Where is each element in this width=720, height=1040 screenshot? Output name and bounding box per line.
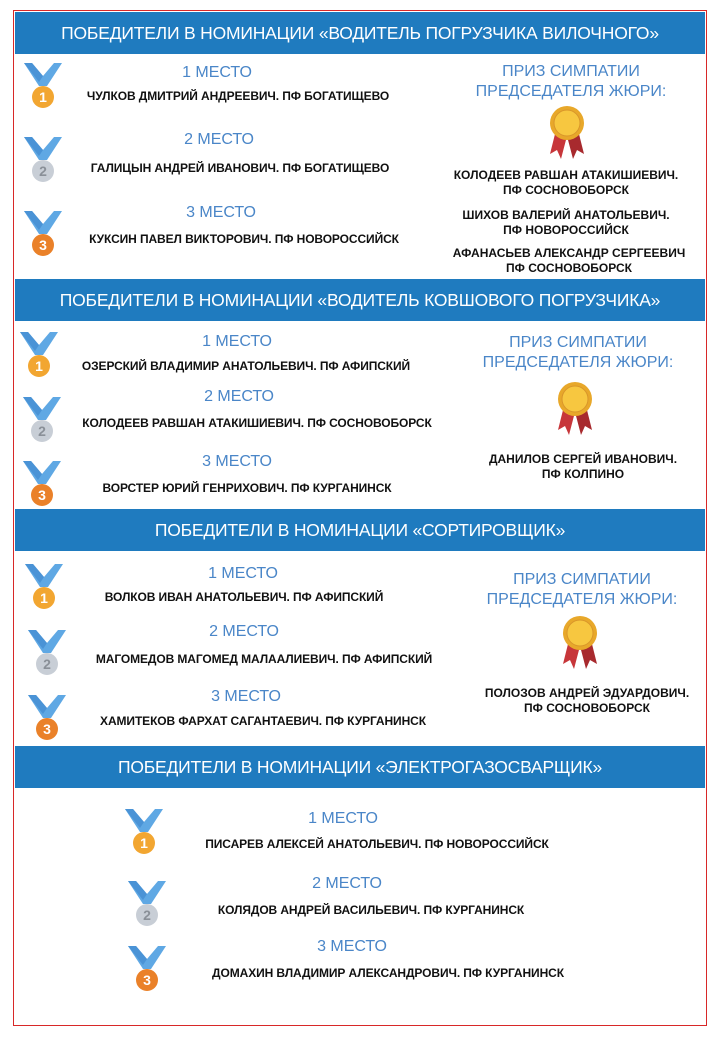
place-label: 1 МЕСТО bbox=[182, 64, 252, 81]
medal-icon bbox=[22, 561, 66, 613]
medal-icon bbox=[20, 458, 64, 510]
place-label: 3 МЕСТО bbox=[317, 938, 387, 955]
jury-prize-winner: ПОЛОЗОВ АНДРЕЙ ЭДУАРДОВИЧ. ПФ СОСНОВОБОРСК bbox=[484, 686, 690, 715]
winner-name: ВОРСТЕР ЮРИЙ ГЕНРИХОВИЧ. ПФ КУРГАНИНСК bbox=[102, 481, 392, 495]
nomination-banner-sorter: ПОБЕДИТЕЛИ В НОМИНАЦИИ «СОРТИРОВЩИК» bbox=[15, 509, 705, 551]
place-label: 2 МЕСТО bbox=[184, 131, 254, 148]
jury-prize-winner: ДАНИЛОВ СЕРГЕЙ ИВАНОВИЧ. ПФ КОЛПИНО bbox=[488, 452, 678, 481]
jury-prize-title: ПРИЗ СИМПАТИИ ПРЕДСЕДАТЕЛЯ ЖЮРИ: bbox=[486, 571, 678, 608]
place-label: 1 МЕСТО bbox=[202, 333, 272, 350]
winner-name: КОЛОДЕЕВ РАВШАН АТАКИШИЕВИЧ. ПФ СОСНОВОБОРСК bbox=[82, 416, 432, 430]
medal-icon bbox=[122, 806, 166, 858]
award-rosette-icon bbox=[546, 104, 588, 162]
nomination-banner-forklift: ПОБЕДИТЕЛИ В НОМИНАЦИИ «ВОДИТЕЛЬ ПОГРУЗЧИКА ВИЛОЧНОГО» bbox=[15, 12, 705, 54]
medal-icon bbox=[21, 134, 65, 186]
jury-prize-winner: КОЛОДЕЕВ РАВШАН АТАКИШИЕВИЧ. ПФ СОСНОВОБОРСК bbox=[453, 168, 679, 197]
place-label: 3 МЕСТО bbox=[202, 453, 272, 470]
place-label: 1 МЕСТО bbox=[308, 810, 378, 827]
winner-name: ГАЛИЦЫН АНДРЕЙ ИВАНОВИЧ. ПФ БОГАТИЩЕВО bbox=[90, 161, 390, 175]
jury-prize-title: ПРИЗ СИМПАТИИ ПРЕДСЕДАТЕЛЯ ЖЮРИ: bbox=[475, 63, 667, 100]
winner-name: ЧУЛКОВ ДМИТРИЙ АНДРЕЕВИЧ. ПФ БОГАТИЩЕВО bbox=[86, 89, 390, 103]
medal-icon bbox=[20, 394, 64, 446]
winner-name: ПИСАРЕВ АЛЕКСЕЙ АНАТОЛЬЕВИЧ. ПФ НОВОРОССИЙСК bbox=[205, 837, 549, 851]
medal-icon bbox=[125, 878, 169, 930]
medal-icon bbox=[25, 692, 69, 744]
winner-name: КУКСИН ПАВЕЛ ВИКТОРОВИЧ. ПФ НОВОРОССИЙСК bbox=[89, 232, 399, 246]
award-rosette-icon bbox=[559, 614, 601, 672]
nomination-banner-welder: ПОБЕДИТЕЛИ В НОМИНАЦИИ «ЭЛЕКТРОГАЗОСВАРЩИК» bbox=[15, 746, 705, 788]
winner-name: ХАМИТЕКОВ ФАРХАТ САГАНТАЕВИЧ. ПФ КУРГАНИНСК bbox=[100, 714, 426, 728]
medal-icon bbox=[25, 627, 69, 679]
winner-name: ВОЛКОВ ИВАН АНАТОЛЬЕВИЧ. ПФ АФИПСКИЙ bbox=[104, 590, 384, 604]
place-label: 2 МЕСТО bbox=[209, 623, 279, 640]
medal-icon bbox=[21, 60, 65, 112]
place-label: 3 МЕСТО bbox=[211, 688, 281, 705]
jury-prize-title: ПРИЗ СИМПАТИИ ПРЕДСЕДАТЕЛЯ ЖЮРИ: bbox=[482, 334, 674, 371]
winner-name: МАГОМЕДОВ МАГОМЕД МАЛААЛИЕВИЧ. ПФ АФИПСКИЙ bbox=[95, 652, 433, 666]
winner-name: КОЛЯДОВ АНДРЕЙ ВАСИЛЬЕВИЧ. ПФ КУРГАНИНСК bbox=[217, 903, 525, 917]
winner-name: ОЗЕРСКИЙ ВЛАДИМИР АНАТОЛЬЕВИЧ. ПФ АФИПСКИЙ bbox=[81, 359, 411, 373]
nomination-banner-loader: ПОБЕДИТЕЛИ В НОМИНАЦИИ «ВОДИТЕЛЬ КОВШОВОГО ПОГРУЗЧИКА» bbox=[15, 279, 705, 321]
jury-prize-winner: АФАНАСЬЕВ АЛЕКСАНДР СЕРГЕЕВИЧ ПФ СОСНОВОБОРСК bbox=[452, 246, 686, 275]
award-rosette-icon bbox=[554, 380, 596, 438]
place-label: 1 МЕСТО bbox=[208, 565, 278, 582]
jury-prize-winner: ШИХОВ ВАЛЕРИЙ АНАТОЛЬЕВИЧ. ПФ НОВОРОССИЙСК bbox=[462, 208, 670, 237]
medal-icon bbox=[125, 943, 169, 995]
place-label: 2 МЕСТО bbox=[204, 388, 274, 405]
place-label: 3 МЕСТО bbox=[186, 204, 256, 221]
medal-icon bbox=[17, 329, 61, 381]
medal-icon bbox=[21, 208, 65, 260]
place-label: 2 МЕСТО bbox=[312, 875, 382, 892]
winner-name: ДОМАХИН ВЛАДИМИР АЛЕКСАНДРОВИЧ. ПФ КУРГАНИНСК bbox=[212, 966, 564, 980]
